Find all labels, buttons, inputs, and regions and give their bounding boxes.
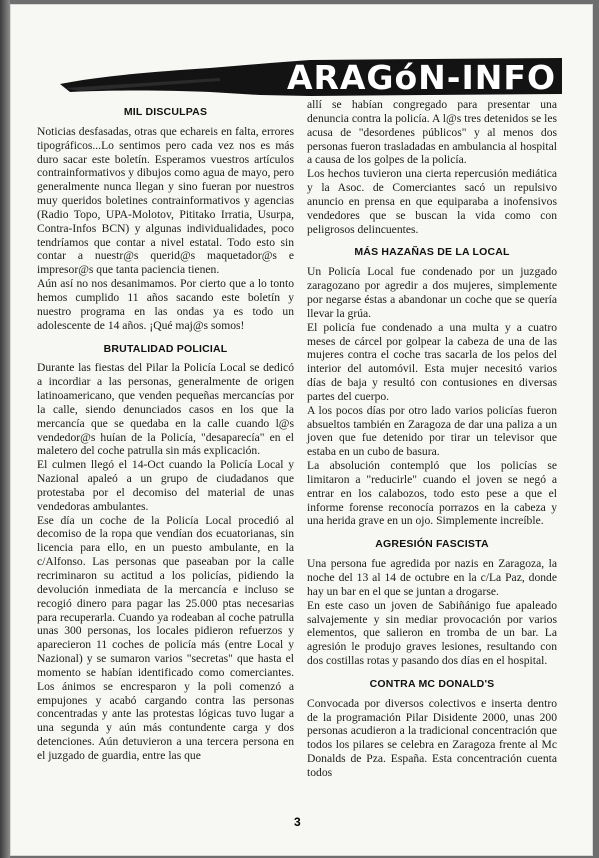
article-section (37, 106, 294, 333)
article-section (37, 343, 294, 763)
article-section (307, 98, 557, 236)
left-column (37, 106, 294, 773)
article-section (307, 246, 557, 528)
article-paragraph: Aún así no nos desanimamos. Por cierto que a lo tonto hemos cumplido 11 años sacando este boletín y nuestro programa en las ondas ya es todo un adolescente de 14 años. ¡Qué maj@s somos! (37, 277, 294, 332)
masthead-banner (60, 54, 562, 100)
article-paragraph: El policía fue condenado a una multa y a cuatro meses de cárcel por golpear la cabeza de una de las mujeres contra el coche tras sacarla de los pelos del interior del automóvil. Esta mujer necesitó varios días de baja y resultó con contusiones en diversas partes del cuerpo. (307, 320, 557, 403)
page-number: 3 (294, 815, 301, 829)
article-paragraph: Durante las fiestas del Pilar la Policía Local se dedicó a incordiar a las personas, generalmente de origen latinoamericano, que venden pequeñas mercancías por la calle, siendo denunciados casos en los que la mercancía que se quedaba en la calle cuando l@s vendedor@s huían de la Policía, "desaparecía" en el maletero del coche patrulla sin más explicación. (37, 361, 294, 458)
staple-binding (0, 0, 10, 858)
article-paragraph: Los hechos tuvieron una cierta repercusión mediática y la Asoc. de Comerciantes sacó un repulsivo anuncio en prensa en que equiparaba a inofensivos vendedores que se buscan la vida como con peligrosos delincuentes. (307, 167, 557, 236)
article-paragraph: Un Policía Local fue condenado por un juzgado zaragozano por agredir a dos mujeres, simplemente por negarse éstas a abandonar un coche que se quería llevar la grúa. (307, 265, 557, 320)
article-paragraph: Una persona fue agredida por nazis en Zaragoza, la noche del 13 al 14 de octubre en la c/La Paz, donde hay un bar en el que se juntan a drogarse. (307, 557, 557, 598)
article-paragraph: A los pocos días por otro lado varios policías fueron absueltos también en Zaragoza de dar una paliza a un joven que fue detenido por tirar un televisor que estaba en un cubo de basura. (307, 403, 557, 459)
article-paragraph: El culmen llegó el 14-Oct cuando la Policía Local y Nazional apaleó a un grupo de ciudadanos que protestaba por el decomiso del material de unas vendedoras ambulantes. (37, 458, 294, 513)
article-paragraph: Ese día un coche de la Policía Local procedió al decomiso de la ropa que vendían dos ecuatorianas, sin licencia para ello, en un puesto ambulante, en la c/Alfonso. Las personas que paseaban por la calle recriminaron su actitud a los policías, pidiendo la devolución inmediata de la mercancía e incluso se recogió dinero para pagar las 25.000 ptas necesarias para recuperarla. Cuando ya rodeaban al coche patrulla unas 300 personas, los locales pidieron refuerzos y aparecieron 11 coches de policía más (entre Local y Nazional) y se sumaron varios "secretas" que hasta el momento se habían identificado como comerciantes. Los ánimos se encresparon y la poli comenzó a empujones y acabó cargando contra las personas concentradas y ante las protestas lógicas tuvo lugar a una segunda y aún más contundente carga y dos detenciones. Aún detuvieron a una tercera persona en el juzgado de guardia, entre las que (37, 513, 294, 762)
article-paragraph: La absolución contempló que los policías se limitaron a "reducirle" cuando el joven se negó a entrar en los calabozos, todo esto pese a que el informe forense reconocía porrazos en la cabeza y una herida grave en un ojo. Simplemente increíble. (307, 459, 557, 528)
article-heading: MIL DISCULPAS (123, 106, 208, 118)
article-section (307, 678, 557, 780)
article-paragraph: allí se habían congregado para presentar una denuncia contra la policía. A l@s tres detenidos se les acusa de "desordenes públicos" y al menos dos personas fueron trasladadas en ambulancia al hospital a causa de los golpes de la policía. (307, 98, 557, 167)
article-section (307, 538, 557, 668)
masthead-title: ARAGóN-INFO (286, 58, 556, 97)
article-heading: MÁS HAZAÑAS DE LA LOCAL (354, 246, 510, 259)
article-paragraph: Convocada por diversos colectivos e inserta dentro de la programación Pilar Disidente 2000, unas 200 personas acudieron a la tradicional concentración que todos los pilares se celebra en Zaragoza frente al Mc Donalds de Pza. España. Esta concentración cuenta todos (307, 696, 557, 779)
article-paragraph: En este caso un joven de Sabiñánigo fue apaleado salvajemente y sin mediar provocación por varios elementos, que salieron en tromba de un bar. La agresión le produjo graves lesiones, resultando con dos costillas rotas y pasando dos días en el hospital. (307, 598, 557, 668)
article-heading: BRUTALIDAD POLICIAL (103, 342, 228, 355)
article-heading: AGRESIÓN FASCISTA (375, 538, 489, 551)
article-paragraph: Noticias desfasadas, otras que echareis en falta, errores tipográficos...Lo sentimos pero cada vez nos es más duro sacar este boletín. Esperamos vuestros artículos contrainformativos y dibujos como agua de mayo, pero generalmente nunca llegan y sino fueran por nuestros muy queridos boletines contrainformativos y agencias (Radio Topo, UPA-Molotov, Pititako Irratia, Usurpa, Contra-Infos BCN) y algunas individualidades, poco tendríamos que contar a nivel estatal. Todo esto sin contar a nuestr@s querid@s maquetador@s e impresor@s que tanta paciencia tienen. (37, 124, 294, 277)
article-heading: CONTRA MC DONALD'S (369, 677, 495, 690)
right-column (307, 98, 557, 790)
